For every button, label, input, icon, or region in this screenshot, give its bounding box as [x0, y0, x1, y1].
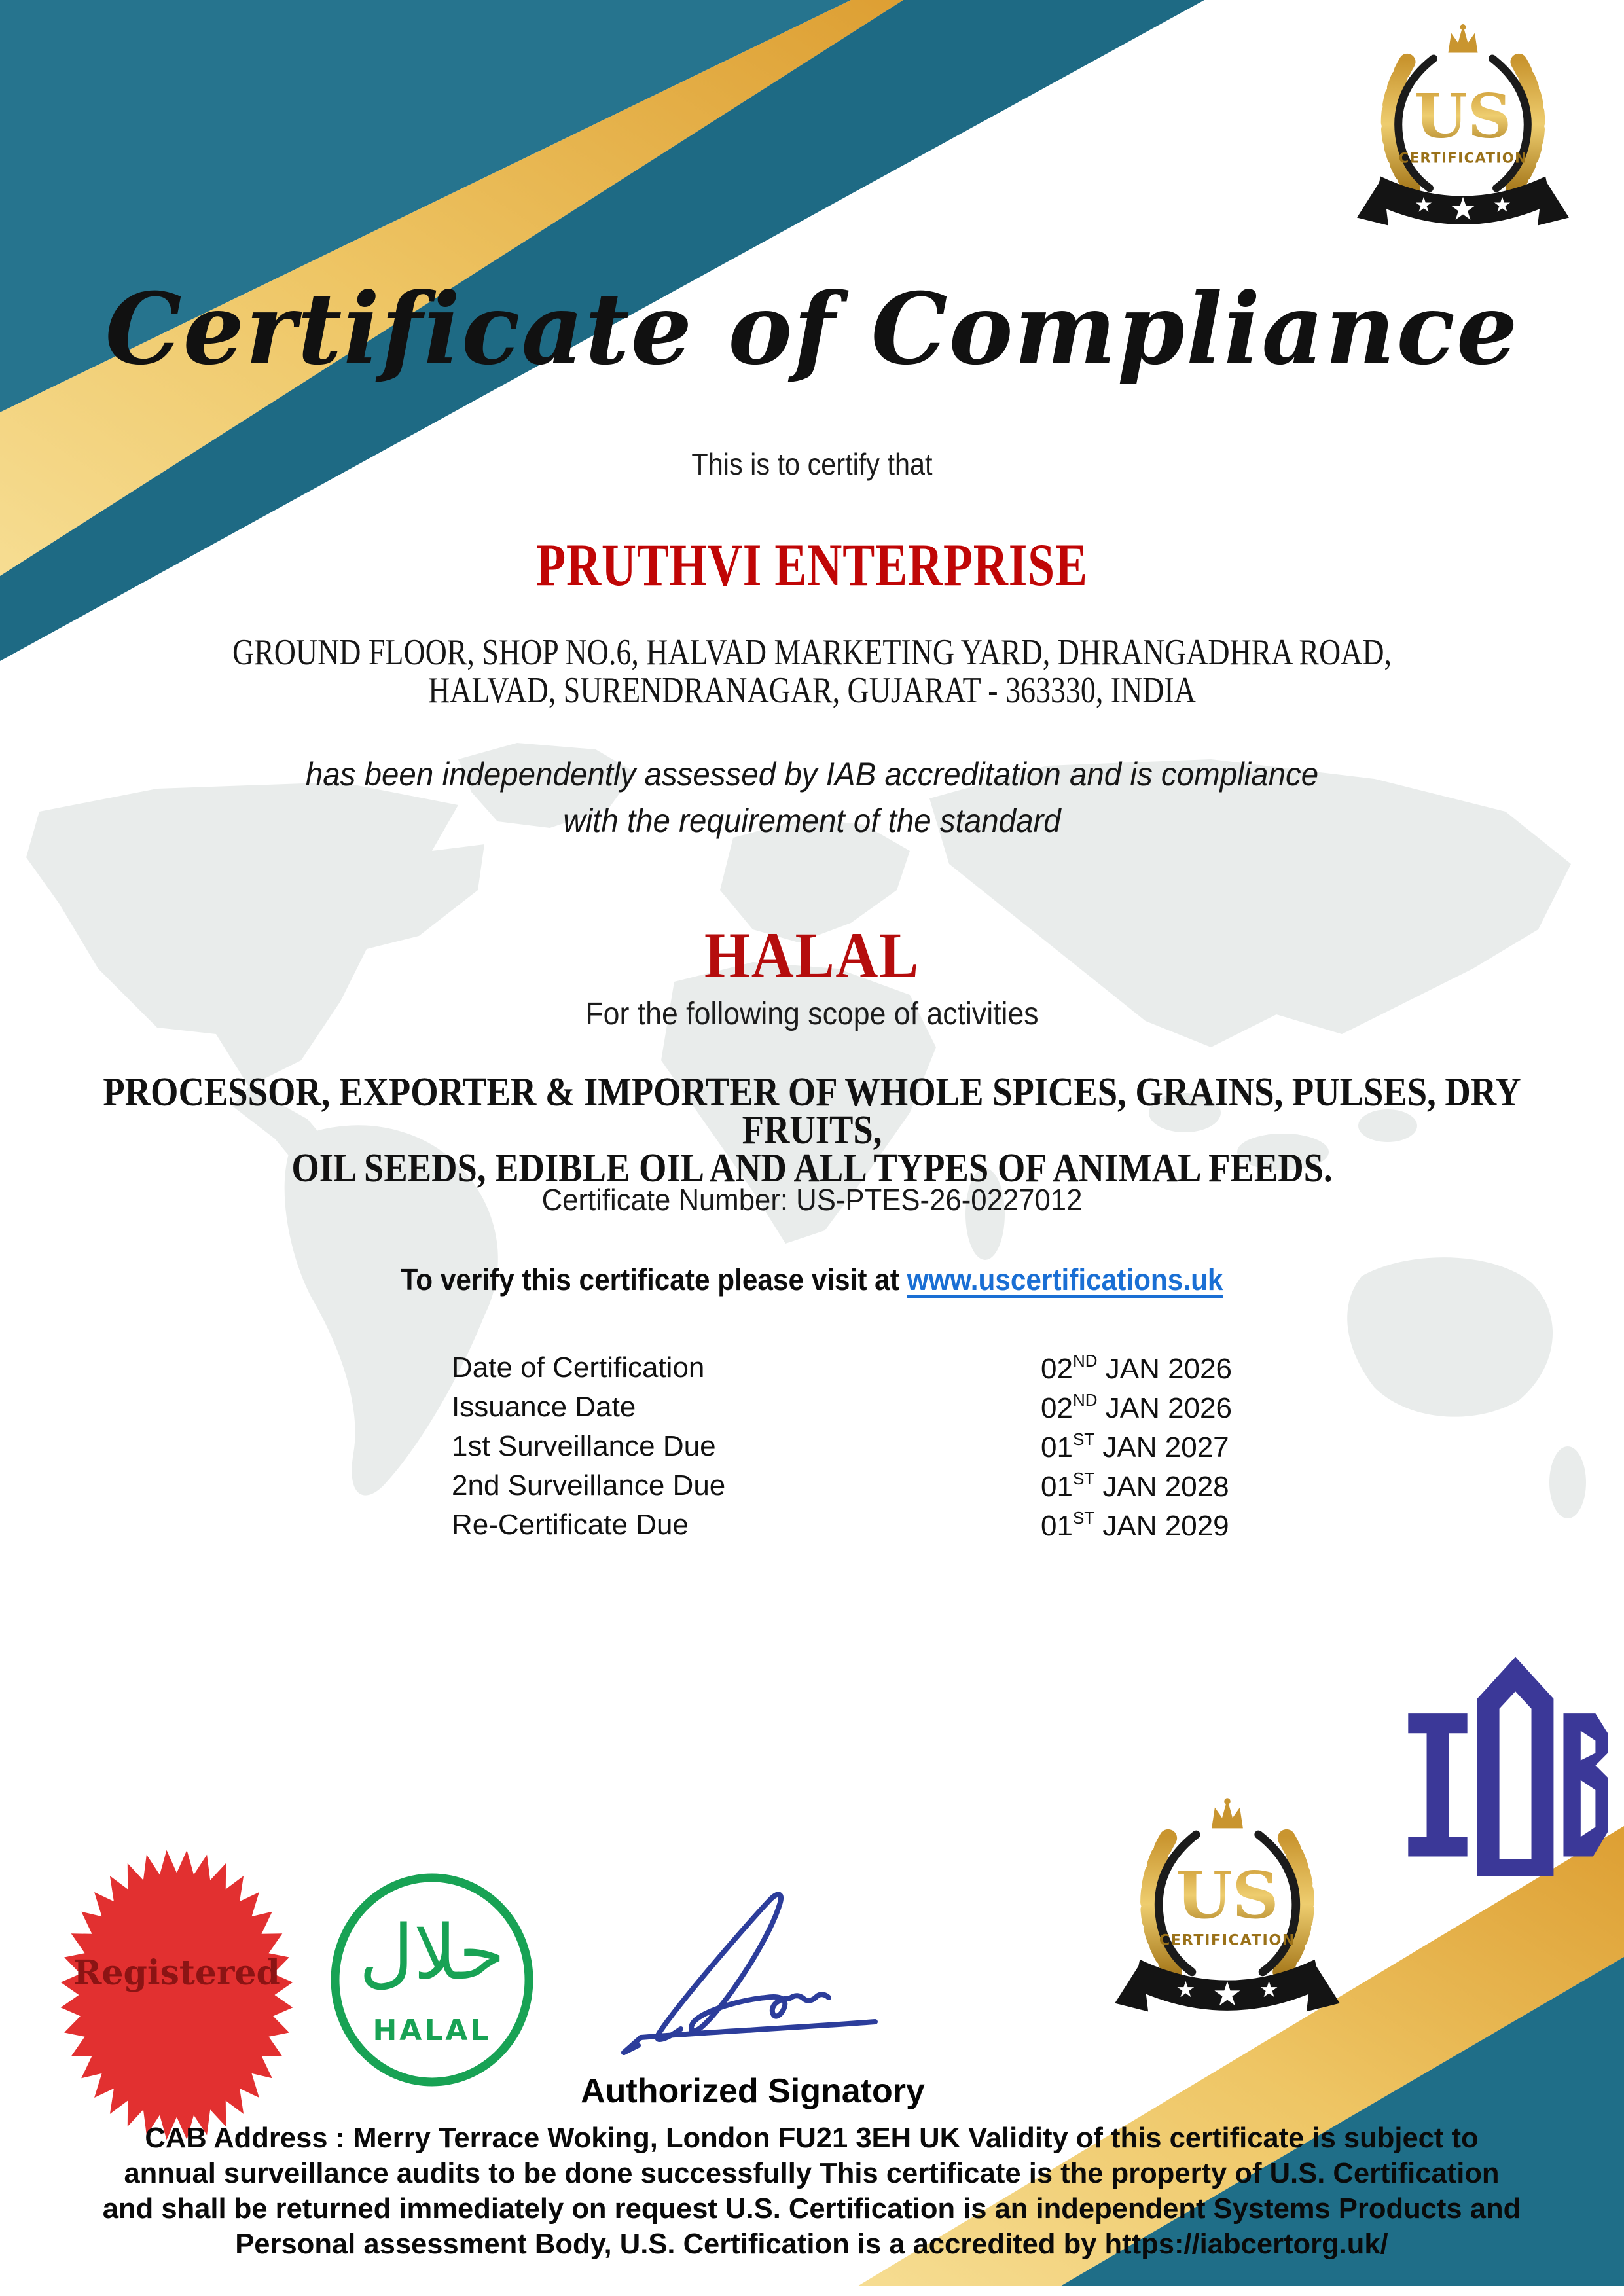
iab-letter-a — [1477, 1657, 1554, 1876]
assessment-statement — [41, 751, 1583, 844]
certificate-title: Certificate of Compliance — [105, 272, 1519, 387]
registered-seal-label: Registered — [73, 1953, 280, 1993]
us-certification-logo-bottom — [1113, 1797, 1342, 2022]
verify-link[interactable]: www.uscertifications.uk — [907, 1263, 1223, 1297]
address-line-2: HALVAD, SURENDRANAGAR, GUJARAT - 363330, INDIA — [428, 670, 1196, 711]
date-value: 01ST JAN 2028 — [1041, 1468, 1229, 1503]
ribbon-star-right: ★ — [1492, 193, 1512, 217]
date-label: Re-Certificate Due — [452, 1509, 689, 1541]
company-name: PRUTHVI ENTERPRISE — [536, 531, 1088, 598]
standard-name: HALAL — [704, 919, 920, 992]
date-label: 1st Surveillance Due — [452, 1430, 716, 1462]
date-label: Date of Certification — [452, 1352, 705, 1384]
certificate-number-label: Certificate Number: — [541, 1183, 789, 1217]
iab-letter-i — [1408, 1713, 1467, 1856]
starburst-icon — [61, 1850, 293, 2140]
dates-table — [452, 1348, 1232, 1545]
ribbon-star-center: ★ — [1449, 190, 1477, 228]
verify-line — [65, 1262, 1559, 1297]
halal-arabic-text: حلال — [359, 1909, 505, 1997]
ribbon-star-right: ★ — [1259, 1977, 1279, 2003]
us-logo-wordmark: CERTIFICATION — [1159, 1931, 1296, 1949]
scope-intro: For the following scope of activities — [585, 997, 1039, 1031]
assessment-line-1: has been independently assessed by IAB accreditation and is compliance — [305, 756, 1319, 793]
world-map-background — [0, 720, 1624, 1741]
ribbon-star-left: ★ — [1414, 193, 1434, 217]
us-logo-wordmark: CERTIFICATION — [1398, 150, 1528, 166]
address-line-1: GROUND FLOOR, SHOP NO.6, HALVAD MARKETING YARD, DHRANGADHRA ROAD, — [232, 632, 1392, 673]
authorized-signatory-label: Authorized Signatory — [581, 2072, 925, 2110]
table-row — [452, 1427, 1232, 1466]
footer-line-3: and shall be returned immediately on request U.S. Certification is an independent Systems Products and — [102, 2193, 1521, 2225]
verify-text: To verify this certificate please visit at — [401, 1263, 899, 1297]
table-row — [452, 1348, 1232, 1388]
ribbon-star-left: ★ — [1176, 1977, 1196, 2003]
table-row — [452, 1466, 1232, 1505]
signature-image — [615, 1875, 897, 2065]
us-monogram: US — [1176, 1857, 1279, 1934]
ribbon-star-center: ★ — [1212, 1975, 1242, 2014]
table-row — [452, 1505, 1232, 1545]
scope-of-activities — [98, 1070, 1526, 1191]
date-value: 02ND JAN 2026 — [1041, 1350, 1232, 1385]
date-value: 01ST JAN 2029 — [1041, 1507, 1229, 1542]
table-row — [452, 1388, 1232, 1427]
halal-logo — [324, 1869, 540, 2091]
certificate-number-line — [41, 1182, 1583, 1217]
footer-line-4: Personal assessment Body, U.S. Certification is a accredited by https://iabcertorg.uk/ — [235, 2228, 1388, 2260]
date-value: 01ST JAN 2027 — [1041, 1429, 1229, 1463]
certificate-number-value: US-PTES-26-0227012 — [796, 1183, 1083, 1217]
footer-line-2: annual surveillance audits to be done successfully This certificate is the property of U.S. Certification — [124, 2157, 1500, 2189]
us-monogram: US — [1414, 80, 1512, 152]
assessment-line-2: with the requirement of the standard — [563, 802, 1061, 839]
us-certification-logo-top — [1355, 23, 1571, 236]
company-address — [146, 634, 1477, 709]
scope-line-2: OIL SEEDS, EDIBLE OIL AND ALL TYPES OF ANIMAL FEEDS. — [291, 1146, 1333, 1191]
date-label: 2nd Surveillance Due — [452, 1469, 726, 1501]
certify-line: This is to certify that — [691, 447, 933, 481]
halal-latin-text: HALAL — [372, 2014, 492, 2047]
date-value: 02ND JAN 2026 — [1041, 1390, 1232, 1424]
iab-accreditation-logo — [1401, 1630, 1610, 1895]
scope-line-1: PROCESSOR, EXPORTER & IMPORTER OF WHOLE SPICES, GRAINS, PULSES, DRY FRUITS, — [103, 1070, 1521, 1153]
date-label: Issuance Date — [452, 1391, 636, 1423]
footer-line-1: CAB Address : Merry Terrace Woking, London FU21 3EH UK Validity of this certificate is subject to — [145, 2122, 1479, 2154]
footer-disclaimer — [44, 2121, 1579, 2262]
registered-seal — [56, 1846, 298, 2144]
